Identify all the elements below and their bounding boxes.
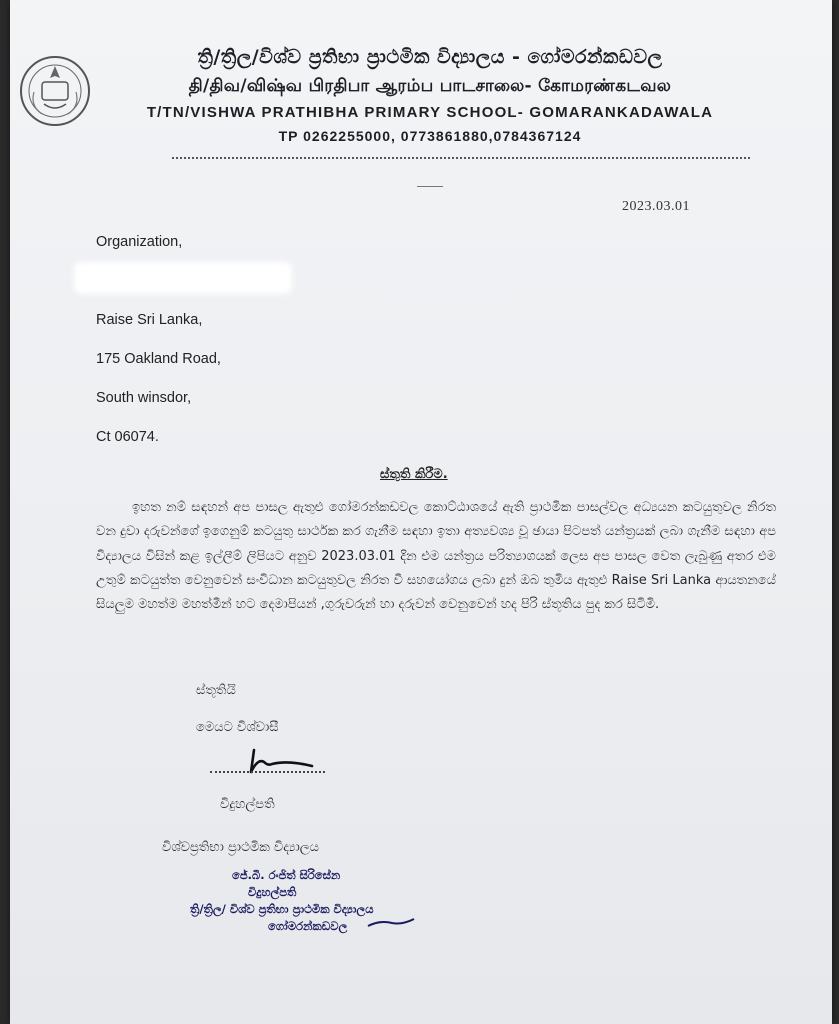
- closing-thanks: ස්තූතියි: [196, 683, 236, 698]
- recipient-line-city: South winsdor,: [96, 390, 192, 406]
- redacted-name: [78, 266, 288, 290]
- letter-body: ඉහත නම් සඳහන් අප පාසල ඇතුළු ගෝමරන්කඩවල කොට්ඨාශයේ ඇති ප්‍රාථමික පාසල්වල අධ්‍යයන කටයුතුවල නිරත වන දුවා දරුවන්ගේ ඉගෙනුම් කටයුතු සාර්ථක කර ගැනීම සඳහා ඉතා අත්‍යවශ්‍ය වූ ඡායා පිටපත් යන්ත්‍රයක් ලබා ගැනීම සඳහා අප විද්‍යාලය විසින් කළ ඉල්ලීම් ලිපියට අනුව 2023.03.01 දින එම යන්ත්‍රය පරිත්‍යාගයක් ලෙස අප පාසල වෙත ලැබුණු අතර එම උතුම් කටයුත්ත වෙනුවෙන් සංවිධාන කටයුතුවල නිරත වී සහයෝගය ලබා දුන් ඔබ තුමිය ඇතුළු Raise Sri Lanka ආයතනයේ සියලුම මහත්ම මහත්මීන් හට දෙමාපියන් ,ගුරුවරුන් හා දරුවන් වෙනුවෙන් හද පිරි ස්තූතිය පුද කර සිටිමි.: [96, 500, 776, 613]
- school-crest-icon: [16, 52, 94, 130]
- recipient-line-street: 175 Oakland Road,: [96, 351, 221, 367]
- signature-line: [210, 771, 325, 773]
- recipient-line-organization: Organization,: [96, 234, 183, 250]
- short-divider: [417, 186, 443, 187]
- stamp-designation: විදුහල්පති: [248, 885, 297, 899]
- closing-school: විශ්වප්‍රතිභා ප්‍රාථමික විද්‍යාලය: [162, 840, 320, 855]
- stamp-school: ත්‍රි/ත්‍රිල/ විශ්ව ප්‍රතිභා ප්‍රාථමික විද්‍යාලය: [190, 902, 374, 916]
- stamp-principal-name: ජේ.බී. රංජිත් සිරිසේන: [232, 868, 341, 882]
- letterhead-sinhala: ත්‍රි/ත්‍රිල/විශ්ව ප්‍රතිභා ප්‍රාථමික විද්‍යාලය - ගෝමරන්කඩවල: [197, 46, 663, 68]
- letterhead-english: T/TN/VISHWA PRATHIBHA PRIMARY SCHOOL- GOMARANKADAWALA: [146, 104, 714, 121]
- letterhead-phone: TP 0262255000, 0773861880,0784367124: [278, 128, 582, 144]
- signature-icon: [242, 744, 322, 774]
- letterhead-tamil: தி/திவ/விஷ்வ பிரதிபா ஆரம்ப பாடசாலை- கோமரண்கடவல: [188, 76, 672, 96]
- closing-faithfully: මෙයට විශ්වාසී: [196, 720, 279, 735]
- stamp-location: ගෝමරන්කඩවල: [268, 919, 348, 933]
- letter-page: [10, 0, 832, 1024]
- letterhead-divider: [172, 157, 750, 159]
- letter-date: 2023.03.01: [622, 199, 690, 214]
- letter-subject: ස්තුති කිරීම.: [380, 467, 448, 482]
- closing-designation: විදුහල්පති: [220, 797, 275, 812]
- stamp-initial-icon: [366, 916, 416, 930]
- recipient-line-zip: Ct 06074.: [96, 429, 159, 445]
- recipient-line-org-name: Raise Sri Lanka,: [96, 312, 203, 328]
